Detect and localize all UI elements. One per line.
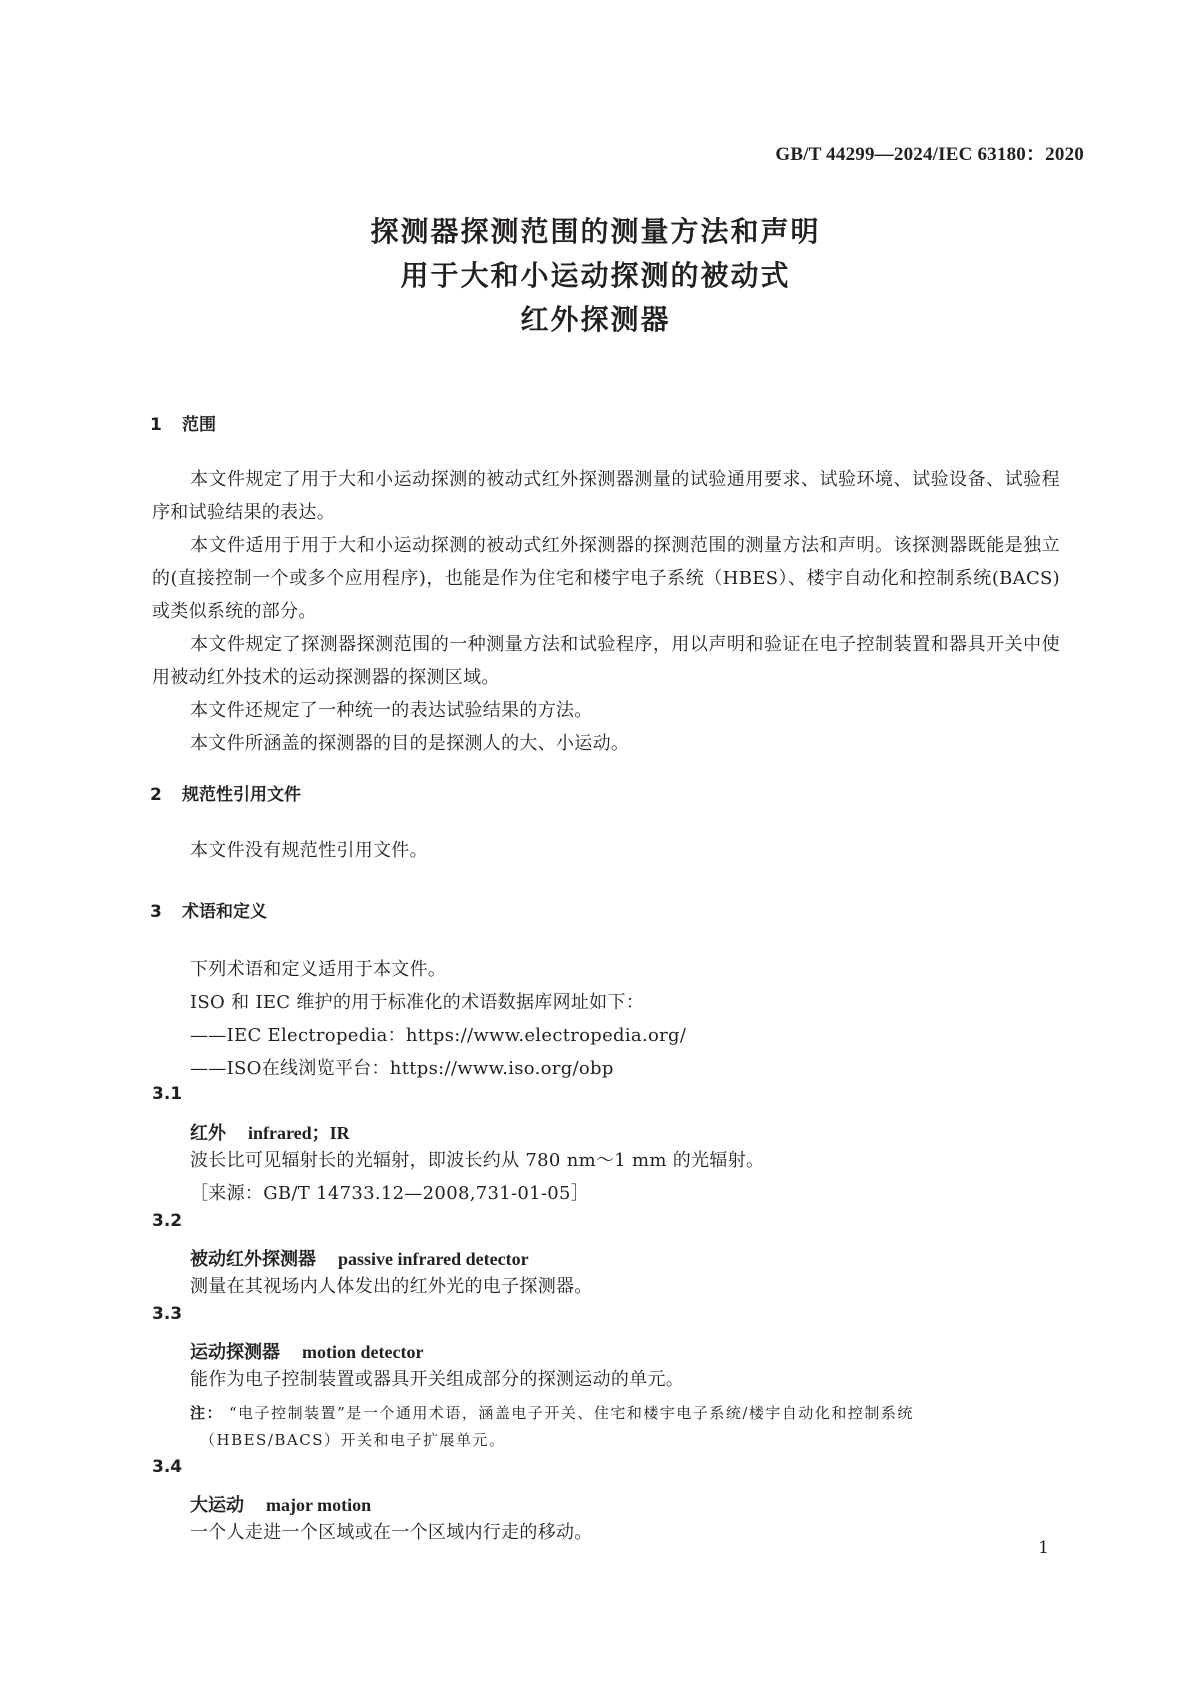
term-zh: 大运动: [190, 1495, 244, 1516]
paragraph: 本文件没有规范性引用文件。: [190, 840, 428, 861]
section-1-heading: [150, 410, 216, 435]
reference-link-line: ——ISO在线浏览平台：https://www.iso.org/obp: [190, 1058, 614, 1079]
section-3-heading: [150, 897, 267, 922]
term-en: passive infrared detector: [338, 1249, 529, 1269]
paragraph: 本文件所涵盖的探测器的目的是探测人的大、小运动。: [190, 733, 630, 754]
section-number: 3: [150, 902, 162, 922]
section-title: 术语和定义: [182, 902, 267, 922]
term-source: ［来源：GB/T 14733.12—2008,731-01-05］: [190, 1183, 590, 1204]
section-number: 1: [150, 415, 162, 435]
intro-line: 下列术语和定义适用于本文件。: [190, 959, 447, 980]
section-number: 2: [150, 785, 162, 805]
intro-line: ISO 和 IEC 维护的用于标准化的术语数据库网址如下：: [190, 992, 645, 1013]
section-title: 规范性引用文件: [182, 785, 301, 805]
term-number: 3.4: [152, 1457, 183, 1477]
term-number: 3.3: [152, 1304, 183, 1324]
paragraph: 本文件还规定了一种统一的表达试验结果的方法。: [190, 700, 593, 721]
section-title: 范围: [182, 415, 216, 435]
term-title: [190, 1338, 423, 1364]
page-number: 1: [1038, 1538, 1049, 1558]
term-en: infrared；IR: [248, 1123, 350, 1143]
term-definition: 测量在其视场内人体发出的红外光的电子探测器。: [190, 1276, 593, 1297]
term-definition: 波长比可见辐射长的光辐射，即波长约从 780 nm～1 mm 的光辐射。: [190, 1150, 765, 1171]
term-definition: 能作为电子控制装置或器具开关组成部分的探测运动的单元。: [190, 1369, 685, 1390]
document-title-line-3: 红外探测器: [520, 303, 671, 336]
paragraph: 本文件规定了探测器探测范围的一种测量方法和试验程序，用以声明和验证在电子控制装置和器具开关中使用被动红外技术的运动探测器的探测区域。: [152, 634, 1060, 688]
standard-id: GB/T 44299—2024/IEC 63180：2020: [775, 144, 1084, 165]
section-2-heading: [150, 780, 301, 805]
term-note: [190, 1400, 1070, 1454]
term-title: [190, 1119, 350, 1145]
term-number: 3.2: [152, 1211, 183, 1231]
note-text: “电子控制装置”是一个通用术语，涵盖电子开关、住宅和楼宇电子系统/楼宇自动化和控制系统: [229, 1404, 914, 1422]
document-title-line-2: 用于大和小运动探测的被动式: [400, 259, 791, 292]
paragraph: 本文件适用于用于大和小运动探测的被动式红外探测器的探测范围的测量方法和声明。该探测器既能是独立的(直接控制一个或多个应用程序)，也能是作为住宅和楼宇电子系统（HBES）、楼宇自动化和控制系统(BACS)或类似系统的部分。: [152, 535, 1060, 622]
term-title: [190, 1245, 529, 1271]
term-definition: 一个人走进一个区域或在一个区域内行走的移动。: [190, 1522, 593, 1543]
note-label: 注：: [190, 1404, 224, 1422]
note-text-continued: （HBES/BACS）开关和电子扩展单元。: [200, 1431, 506, 1449]
reference-link-line: ——IEC Electropedia：https://www.electropedia.org/: [190, 1025, 687, 1046]
term-number: 3.1: [152, 1084, 183, 1104]
term-zh: 被动红外探测器: [190, 1249, 316, 1270]
term-en: major motion: [266, 1495, 372, 1515]
paragraph: 本文件规定了用于大和小运动探测的被动式红外探测器测量的试验通用要求、试验环境、试验设备、试验程序和试验结果的表达。: [152, 469, 1060, 523]
document-title-line-1: 探测器探测范围的测量方法和声明: [370, 215, 821, 248]
term-zh: 红外: [190, 1123, 226, 1144]
term-title: [190, 1491, 371, 1517]
term-zh: 运动探测器: [190, 1342, 280, 1363]
term-en: motion detector: [302, 1342, 424, 1362]
